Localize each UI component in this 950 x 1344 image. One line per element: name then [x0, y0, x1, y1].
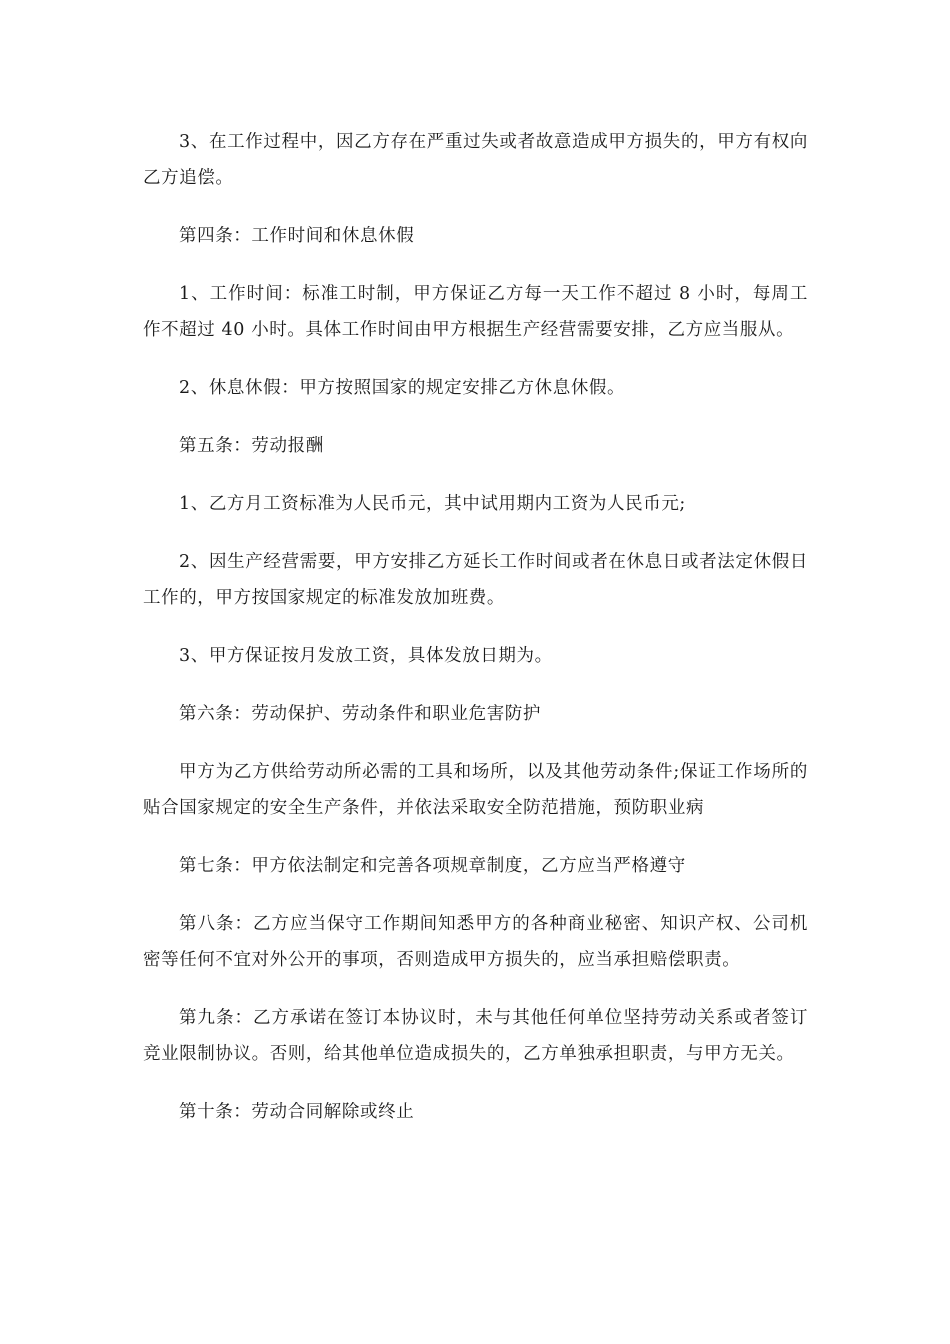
heading-article-5: 第五条：劳动报酬: [179, 436, 324, 456]
paragraph-overtime-pay: 2、因生产经营需要，甲方安排乙方延长工作时间或者在休息日或者法定休假日工作的，甲方按国家规定的标准发放加班费。: [143, 552, 808, 608]
paragraph-pay-date: 3、甲方保证按月发放工资，具体发放日期为。: [179, 646, 553, 666]
heading-article-4: 第四条：工作时间和休息休假: [179, 226, 415, 246]
paragraph-article-8: 第八条：乙方应当保守工作期间知悉甲方的各种商业秘密、知识产权、公司机密等任何不宜对外公开的事项，否则造成甲方损失的，应当承担赔偿职责。: [143, 914, 808, 970]
heading-article-6: 第六条：劳动保护、劳动条件和职业危害防护: [179, 704, 541, 724]
paragraph-monthly-salary: 1、乙方月工资标准为人民币元，其中试用期内工资为人民币元;: [179, 494, 686, 514]
heading-article-10: 第十条：劳动合同解除或终止: [179, 1102, 415, 1122]
paragraph-rest-leave: 2、休息休假：甲方按照国家的规定安排乙方休息休假。: [179, 378, 626, 398]
paragraph-labor-protection: 甲方为乙方供给劳动所必需的工具和场所，以及其他劳动条件;保证工作场所的贴合国家规定的安全生产条件，并依法采取安全防范措施，预防职业病: [143, 762, 808, 818]
paragraph-article-9: 第九条：乙方承诺在签订本协议时，未与其他任何单位坚持劳动关系或者签订竞业限制协议。否则，给其他单位造成损失的，乙方单独承担职责，与甲方无关。: [143, 1008, 808, 1064]
heading-article-7: 第七条：甲方依法制定和完善各项规章制度，乙方应当严格遵守: [179, 856, 686, 876]
document-body: [143, 124, 808, 1152]
paragraph-working-hours: 1、工作时间：标准工时制，甲方保证乙方每一天工作不超过 8 小时，每周工作不超过 40 小时。具体工作时间由甲方根据生产经营需要安排，乙方应当服从。: [143, 284, 808, 340]
paragraph-clause3-item3: 3、在工作过程中，因乙方存在严重过失或者故意造成甲方损失的，甲方有权向乙方追偿。: [143, 132, 808, 188]
